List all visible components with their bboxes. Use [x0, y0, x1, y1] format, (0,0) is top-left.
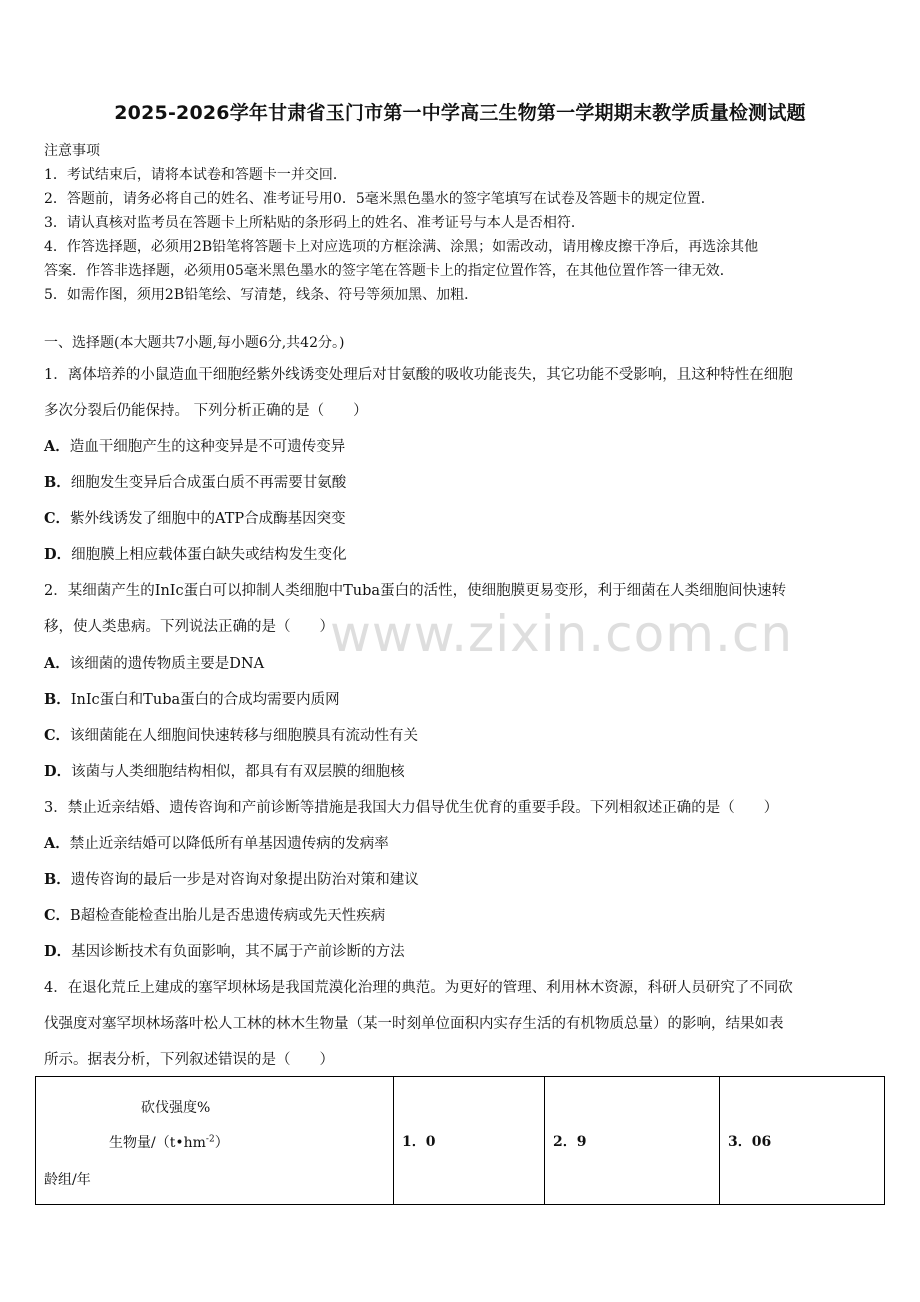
question-4-line: 伐强度对塞罕坝林场落叶松人工林的林木生物量（某一时刻单位面积内实存生活的有机物质总量）的影响，结果如表: [44, 1016, 784, 1032]
watermark: www.zixin.com.cn: [330, 605, 794, 663]
option-letter: B．: [44, 474, 71, 491]
table-col-1: 1．0: [394, 1077, 545, 1205]
option-1d: [44, 543, 880, 564]
option-letter: D．: [44, 763, 72, 780]
header-biomass-end: ）: [214, 1135, 229, 1151]
option-letter: B．: [44, 691, 71, 708]
biomass-table: [35, 1076, 885, 1205]
notice-item: 1．考试结束后，请将本试卷和答题卡一并交回．: [44, 167, 347, 183]
question-1-line: 多次分裂后仍能保持。 下列分析正确的是（ ）: [44, 403, 368, 419]
option-letter: A．: [44, 835, 70, 852]
notice-heading: 注意事项: [44, 143, 100, 159]
option-letter: D．: [44, 546, 72, 563]
option-2b: [44, 688, 880, 709]
option-2c: [44, 724, 880, 745]
header-age-group: 龄组/年: [44, 1172, 91, 1188]
notice-item: 3．请认真核对监考员在答题卡上所粘贴的条形码上的姓名、准考证号与本人是否相符．: [44, 215, 585, 231]
option-3c: [44, 904, 880, 925]
option-text: 造血干细胞产生的这种变异是不可遗传变异: [69, 439, 346, 455]
section-heading: 一、选择题(本大题共7小题,每小题6分,共42分。): [44, 335, 345, 351]
page-title: 2025-2026学年甘肃省玉门市第一中学高三生物第一学期期末教学质量检测试题: [114, 102, 806, 124]
option-letter: C．: [44, 727, 71, 744]
option-text: B超检查能检查出胎儿是否患遗传病或先天性疾病: [70, 908, 386, 924]
option-text: 该细菌的遗传物质主要是DNA: [69, 656, 265, 672]
option-2d: [44, 760, 880, 781]
option-1c: [44, 507, 880, 528]
option-3b: [44, 868, 880, 889]
question-3-line: 3．禁止近亲结婚、遗传咨询和产前诊断等措施是我国大力倡导优生优育的重要手段。下列相叙述正确的是（ ）: [44, 800, 779, 816]
option-text: 遗传咨询的最后一步是对咨询对象提出防治对策和建议: [70, 872, 419, 888]
header-biomass-sup: -2: [205, 1134, 215, 1145]
option-text: 紫外线诱发了细胞中的ATP合成酶基因突变: [70, 511, 346, 527]
notice-item: 4．作答选择题，必须用2B铅笔将答题卡上对应选项的方框涂满、涂黑；如需改动，请用橡皮擦干净后，再选涂其他: [44, 239, 759, 255]
table-col-2: 2．9: [545, 1077, 720, 1205]
option-1a: [44, 435, 880, 456]
option-text: 细胞膜上相应载体蛋白缺失或结构发生变化: [71, 547, 347, 563]
option-text: 细胞发生变异后合成蛋白质不再需要甘氨酸: [70, 475, 347, 491]
header-biomass-text: 生物量/（t•hm: [109, 1135, 206, 1151]
option-1b: [44, 471, 880, 492]
option-text: 禁止近亲结婚可以降低所有单基因遗传病的发病率: [69, 836, 389, 852]
option-letter: A．: [44, 655, 70, 672]
notice-item: 答案．作答非选择题，必须用05毫米黑色墨水的签字笔在答题卡上的指定位置作答，在其他位置作答一律无效．: [44, 263, 734, 279]
option-letter: B．: [44, 871, 71, 888]
notice-item: 2．答题前，请务必将自己的姓名、准考证号用0．5毫米黑色墨水的签字笔填写在试卷及答题卡的规定位置．: [44, 191, 715, 207]
question-1-line: 1．离体培养的小鼠造血干细胞经紫外线诱变处理后对甘氨酸的吸收功能丧失，其它功能不受影响，且这种特性在细胞: [44, 367, 793, 383]
option-letter: D．: [44, 943, 72, 960]
option-3d: [44, 940, 880, 961]
notice-item: 5．如需作图，须用2B铅笔绘、写清楚，线条、符号等须加黑、加粗．: [44, 287, 479, 303]
question-2-line: 2．某细菌产生的InIc蛋白可以抑制人类细胞中Tuba蛋白的活性，使细胞膜更易变形，利于细菌在人类细胞间快速转: [44, 583, 787, 599]
table-header-diagonal-cell: [36, 1077, 394, 1205]
option-3a: [44, 832, 880, 853]
question-4-line: 所示。据表分析，下列叙述错误的是（ ）: [44, 1052, 334, 1068]
header-biomass: [109, 1132, 229, 1152]
option-text: 基因诊断技术有负面影响，其不属于产前诊断的方法: [71, 944, 405, 960]
option-letter: C．: [44, 510, 71, 527]
header-cutting-intensity: 砍伐强度%: [141, 1100, 211, 1116]
option-letter: C．: [44, 907, 71, 924]
option-text: 该菌与人类细胞结构相似，都具有有双层膜的细胞核: [71, 764, 405, 780]
option-text: InIc蛋白和Tuba蛋白的合成均需要内质网: [70, 692, 340, 708]
option-text: 该细菌能在人细胞间快速转移与细胞膜具有流动性有关: [70, 728, 419, 744]
table-col-3: 3．06: [720, 1077, 885, 1205]
question-4-line: 4．在退化荒丘上建成的塞罕坝林场是我国荒漠化治理的典范。为更好的管理、利用林木资源，科研人员研究了不同砍: [44, 980, 793, 996]
option-letter: A．: [44, 438, 70, 455]
question-2-line: 移，使人类患病。下列说法正确的是（ ）: [44, 619, 334, 635]
